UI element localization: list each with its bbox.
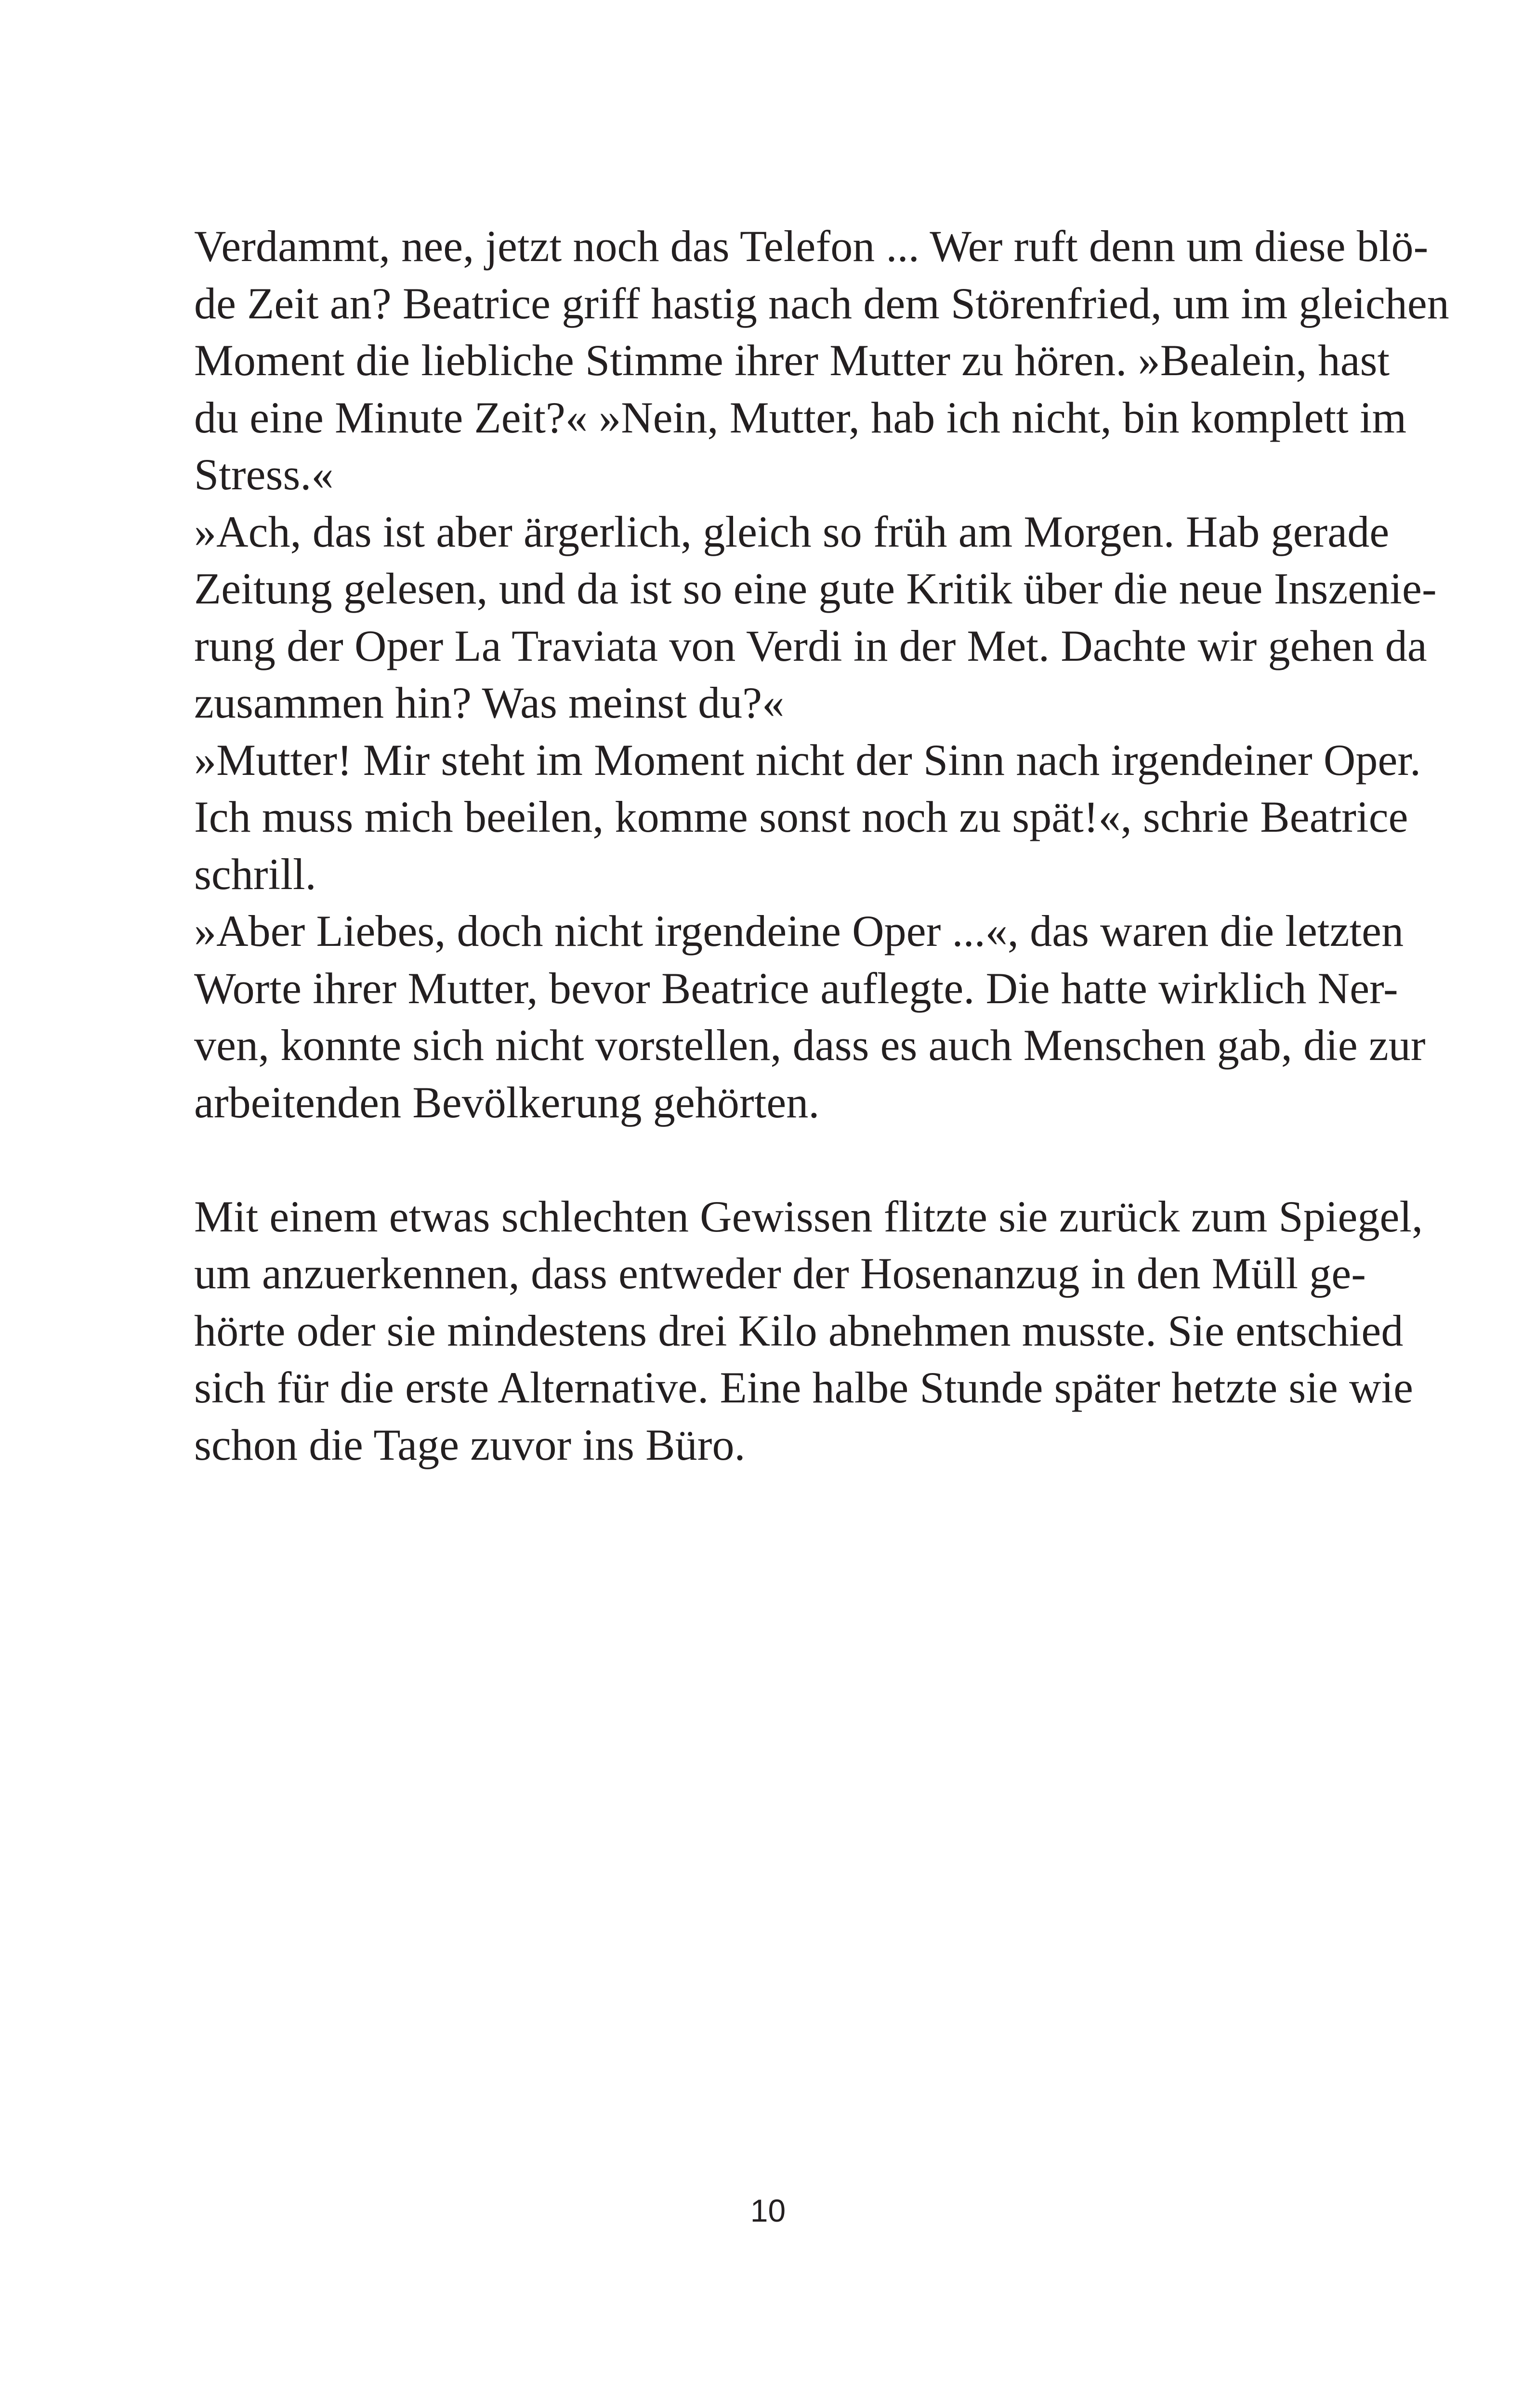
text-line: hörte oder sie mindestens drei Kilo abnehmen musste. Sie entschied bbox=[194, 1306, 1404, 1355]
paragraph-1 bbox=[194, 218, 1449, 1131]
text-line: arbeitenden Bevölkerung gehörten. bbox=[194, 1077, 820, 1127]
paragraph-2 bbox=[194, 1188, 1423, 1474]
text-line: de Zeit an? Beatrice griff hastig nach dem Störenfried, um im gleichen bbox=[194, 278, 1449, 328]
text-line: »Aber Liebes, doch nicht irgendeine Oper ...«, das waren die letzten bbox=[194, 906, 1404, 955]
text-line: du eine Minute Zeit?« »Nein, Mutter, hab ich nicht, bin komplett im bbox=[194, 393, 1407, 442]
text-line: Moment die liebliche Stimme ihrer Mutter zu hören. »Bealein, hast bbox=[194, 336, 1390, 385]
body-text bbox=[194, 218, 1449, 1473]
text-line: rung der Oper La Traviata von Verdi in der Met. Dachte wir gehen da bbox=[194, 621, 1427, 670]
page-number: 10 bbox=[750, 2193, 786, 2228]
text-line: Worte ihrer Mutter, bevor Beatrice auflegte. Die hatte wirklich Ner- bbox=[194, 963, 1398, 1013]
text-line: Stress.« bbox=[194, 450, 334, 499]
text-line: zusammen hin? Was meinst du?« bbox=[194, 678, 785, 727]
text-line: ven, konnte sich nicht vorstellen, dass es auch Menschen gab, die zur bbox=[194, 1021, 1426, 1070]
text-line: Zeitung gelesen, und da ist so eine gute Kritik über die neue Inszenie- bbox=[194, 564, 1437, 613]
text-line: sich für die erste Alternative. Eine halbe Stunde später hetzte sie wie bbox=[194, 1363, 1414, 1412]
text-line: Verdammt, nee, jetzt noch das Telefon ... Wer ruft denn um diese blö- bbox=[194, 222, 1429, 271]
text-line: Ich muss mich beeilen, komme sonst noch zu spät!«, schrie Beatrice bbox=[194, 792, 1408, 841]
text-line: »Ach, das ist aber ärgerlich, gleich so früh am Morgen. Hab gerade bbox=[194, 507, 1390, 556]
text-line: schon die Tage zuvor ins Büro. bbox=[194, 1420, 746, 1469]
text-line: Mit einem etwas schlechten Gewissen flitzte sie zurück zum Spiegel, bbox=[194, 1191, 1423, 1241]
text-line: schrill. bbox=[194, 849, 316, 899]
text-line: um anzuerkennen, dass entweder der Hosenanzug in den Müll ge- bbox=[194, 1249, 1366, 1298]
text-line: »Mutter! Mir steht im Moment nicht der Sinn nach irgendeiner Oper. bbox=[194, 735, 1421, 785]
